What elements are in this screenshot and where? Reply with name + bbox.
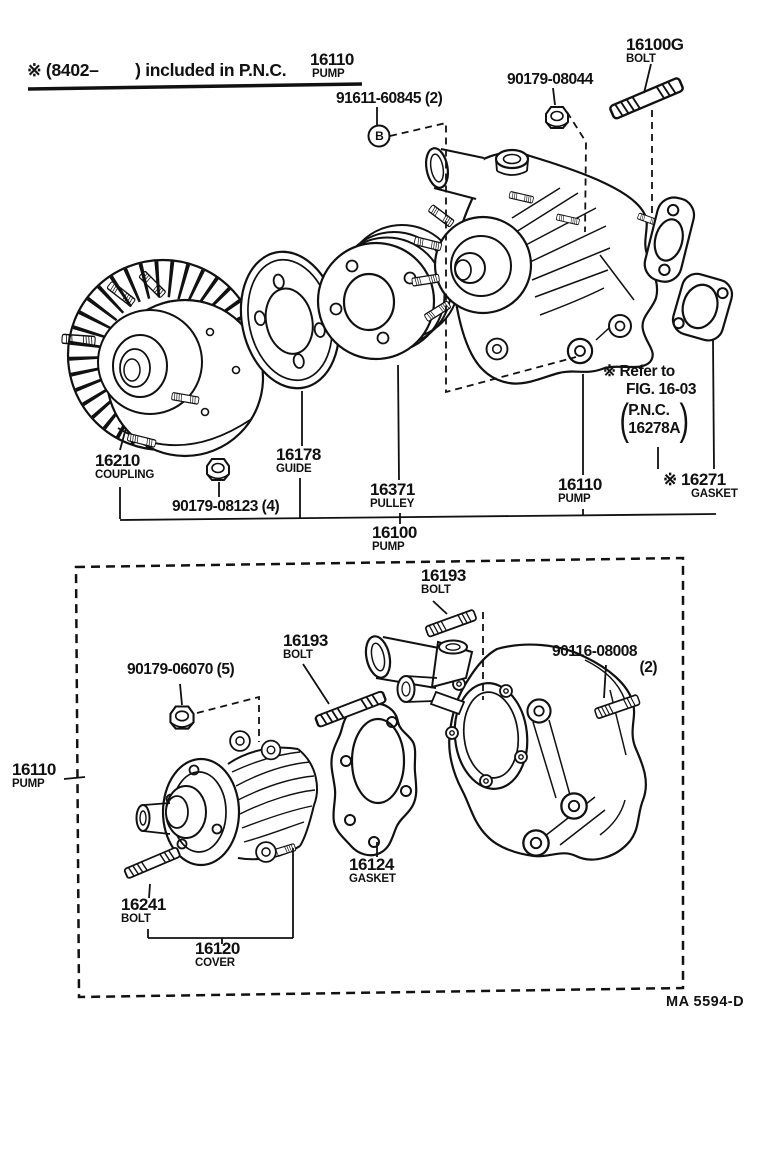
paren-close: ) [679,395,689,444]
part-word: GASKET [349,872,396,885]
label-16110-pump-lower [12,761,56,791]
part-code: 16178 [276,445,321,464]
part-code: 16100 [372,523,417,542]
label-90116-08008 [552,644,657,676]
nut-90179-08123-drawing [207,459,229,480]
header-note: ※ (8402– ) included in P.N.C. [27,60,287,80]
label-16241-bolt [121,896,166,926]
stud-bolt-16241-drawing [124,847,180,879]
label-16210-coupling [95,452,154,482]
refer-note [598,362,697,444]
part-word: GUIDE [276,462,312,475]
label-16193-bolt-left [283,632,328,662]
figure-code: MA 5594-D [666,994,745,1010]
label-16193-bolt-upper [421,567,466,597]
part-code: 90116-08008 [552,643,638,660]
label-16110-header [310,51,354,81]
fan-coupling-drawing [62,260,263,456]
part-code: 16110 [310,50,354,69]
water-pump-drawing [412,146,659,383]
part-word: COVER [195,956,235,969]
part-word: BOLT [421,583,451,596]
part-code: 16120 [195,939,240,958]
label-90179-08123: 90179-08123 (4) [172,498,280,515]
label-16120-cover [195,940,240,970]
part-code: 16124 [349,855,394,874]
part-code: 16371 [370,480,415,499]
label-16178-guide [276,446,321,476]
refer-line-2: FIG. 16-03 [626,381,697,398]
stud-bolt-16193-upper-drawing [425,609,477,637]
paren-open: ( [619,395,629,444]
part-word: BOLT [283,648,313,661]
nut-90179-06070-drawing [170,707,193,729]
refer-pnc-block [619,395,696,444]
cover-gasket-drawing [331,704,416,856]
part-code: 16210 [95,451,140,470]
label-16100g-bolt [626,36,684,66]
part-code: 16193 [283,631,328,650]
part-word: PUMP [12,777,45,790]
circled-b-label: B [375,129,384,143]
part-code: 16241 [121,895,166,914]
part-word: BOLT [626,52,656,65]
part-code: 16110 [12,760,56,779]
part-word: PUMP [372,540,405,553]
part-word: BOLT [121,912,151,925]
part-word: COUPLING [95,468,155,481]
part-code: 16110 [558,475,602,494]
label-16371-pulley [370,481,415,511]
label-16110-pump-upper [558,476,602,506]
label-16124-gasket [349,856,396,886]
part-code: 16193 [421,566,466,585]
stud-gasket-drawing [641,194,697,285]
refer-line-3: P.N.C. [628,402,670,420]
outlet-gasket-drawing [669,270,735,344]
label-90179-06070: 90179-06070 (5) [127,661,235,678]
part-word: GASKET [691,487,738,500]
refer-line-1: ※ Refer to [603,363,675,380]
label-90179-08044: 90179-08044 [507,71,593,88]
part-qty: (2) [639,659,657,677]
part-word: PULLEY [370,497,415,510]
label-16100-pump [372,524,417,554]
part-code: 16100G [626,35,684,54]
label-16271-gasket [663,471,738,501]
refer-line-4: 16278A [628,420,681,438]
part-word: PUMP [312,67,345,80]
part-word: PUMP [558,492,591,505]
header-underline [28,84,362,89]
nut-90179-08044-drawing [546,107,568,128]
pump-cover-drawing [137,731,317,865]
label-91611-60845: 91611-60845 (2) [336,90,443,107]
part-code: ※ 16271 [663,470,726,489]
